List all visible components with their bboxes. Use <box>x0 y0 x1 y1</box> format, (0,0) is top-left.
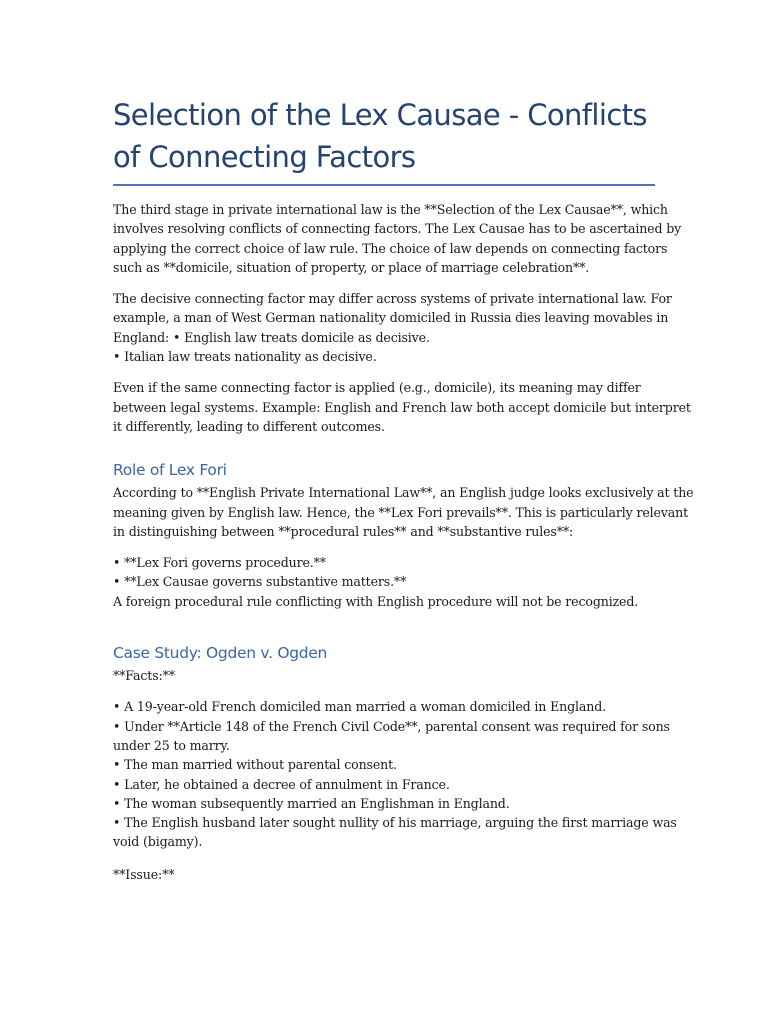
text-line: such as **domicile, situation of property, or place of marriage celebration**. <box>113 259 590 275</box>
intro-paragraph-2 <box>113 289 672 366</box>
text-line: **Issue:** <box>113 866 175 882</box>
list-item: • Later, he obtained a decree of annulment in France. <box>113 776 450 792</box>
text-line: it differently, leading to different outcomes. <box>113 418 385 434</box>
intro-paragraph-1 <box>113 200 682 277</box>
list-item: • Under **Article 148 of the French Civil Code**, parental consent was required for sons <box>113 718 670 734</box>
list-item: • A 19-year-old French domiciled man married a woman domiciled in England. <box>113 699 606 715</box>
text-line: According to **English Private International Law**, an English judge looks exclusively at the <box>113 485 694 501</box>
section-heading-lex-fori: Role of Lex Fori <box>113 461 227 480</box>
list-item: void (bigamy). <box>113 834 203 850</box>
text-line: involves resolving conflicts of connecting factors. The Lex Causae has to be ascertained by <box>113 221 682 237</box>
issue-label <box>113 865 655 884</box>
title-line: of Connecting Factors <box>113 140 416 174</box>
text-line: applying the correct choice of law rule. The choice of law depends on connecting factors <box>113 240 668 256</box>
list-item: • The English husband later sought nullity of his marriage, arguing the first marriage was <box>113 815 677 831</box>
text-line: example, a man of West German nationality domiciled in Russia dies leaving movables in <box>113 310 669 326</box>
text-line: between legal systems. Example: English and French law both accept domicile but interpret <box>113 399 691 415</box>
list-item: • The man married without parental consent. <box>113 757 397 773</box>
title-line: Selection of the Lex Causae - Conflicts <box>113 98 647 132</box>
facts-list <box>113 697 677 851</box>
text-line: • **Lex Causae governs substantive matters.** <box>113 574 407 590</box>
text-line: The third stage in private international law is the **Selection of the Lex Causae**, which <box>113 202 668 217</box>
lex-fori-paragraph-2 <box>113 553 655 611</box>
text-line: England: • English law treats domicile as decisive. <box>113 329 430 345</box>
text-line: in distinguishing between **procedural rules** and **substantive rules**: <box>113 523 574 539</box>
intro-paragraph-3 <box>113 378 691 436</box>
text-line: **Facts:** <box>113 668 175 684</box>
text-line: • Italian law treats nationality as decisive. <box>113 349 377 365</box>
text-line: meaning given by English law. Hence, the **Lex Fori prevails**. This is particularly relevant <box>113 504 688 520</box>
document-title <box>113 94 655 186</box>
text-line: • **Lex Fori governs procedure.** <box>113 555 326 571</box>
text-line: Even if the same connecting factor is applied (e.g., domicile), its meaning may differ <box>113 380 641 396</box>
list-item: under 25 to marry. <box>113 737 230 753</box>
text-line: A foreign procedural rule conflicting with English procedure will not be recognized. <box>113 593 639 609</box>
section-heading-case-study: Case Study: Ogden v. Ogden <box>113 644 328 663</box>
facts-label <box>113 666 655 685</box>
list-item: • The woman subsequently married an Englishman in England. <box>113 795 510 811</box>
lex-fori-paragraph-1 <box>113 483 694 541</box>
document-page <box>113 94 694 884</box>
text-line: The decisive connecting factor may differ across systems of private international law. For <box>113 291 672 307</box>
